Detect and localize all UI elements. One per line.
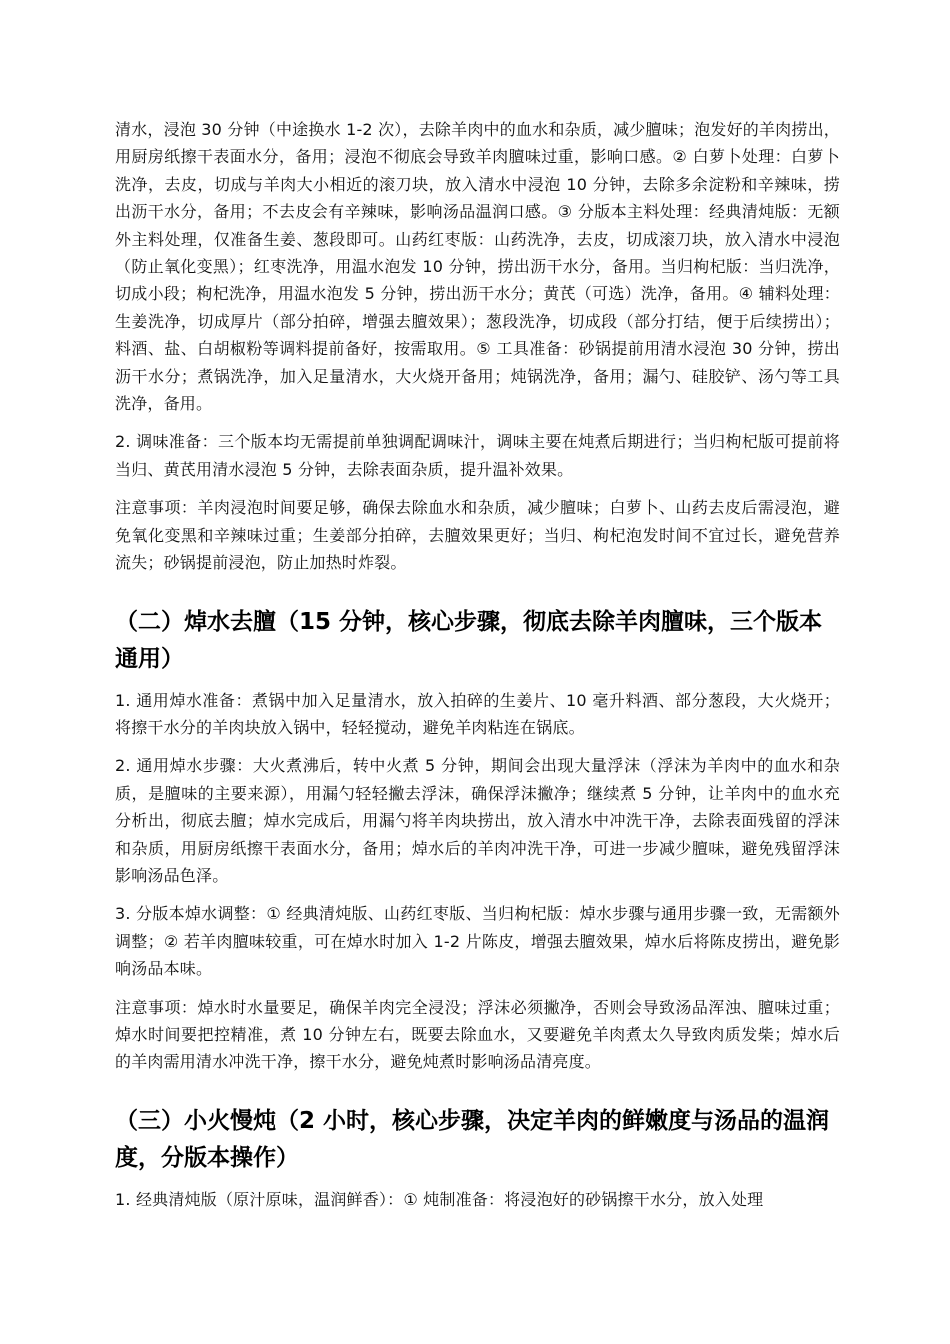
seasoning-paragraph: 2. 调味准备：三个版本均无需提前单独调配调味汁，调味主要在炖煮后期进行；当归枸杞版可提前将当归、黄芪用清水浸泡 5 分钟，去除表面杂质，提升温补效果。	[115, 432, 840, 479]
blanch-notes-paragraph: 注意事项：焯水时水量要足，确保羊肉完全浸没；浮沫必须撇净，否则会导致汤品浑浊、膻味过重；焯水时间要把控精准，煮 10 分钟左右，既要去除血水，又要避免羊肉煮太久导致肉质发柴；焯水后的羊肉需用清水冲洗干净，擦干水分，避免炖煮时影响汤品清亮度。	[115, 997, 840, 1072]
blanch-step-2: 2. 通用焯水步骤：大火煮沸后，转中火煮 5 分钟，期间会出现大量浮沫（浮沫为羊肉中的血水和杂质，是膻味的主要来源），用漏勺轻轻撇去浮沫，确保浮沫撇净；继续煮 5 分钟，让羊肉中的血水充分析出，彻底去膻；焯水完成后，用漏勺将羊肉块捞出，放入清水中冲洗干净，去除表面残留的浮沫和杂质，用厨房纸擦干表面水分，备用；焯水后的羊肉冲洗干净，可进一步减少膻味，避免残留浮沫影响汤品色泽。	[115, 756, 840, 885]
section-heading-blanch: （二）焯水去膻（15 分钟，核心步骤，彻底去除羊肉膻味，三个版本通用）	[115, 608, 823, 672]
section-heading-stew: （三）小火慢炖（2 小时，核心步骤，决定羊肉的鲜嫩度与汤品的温润度，分版本操作）	[115, 1107, 830, 1171]
prep-paragraph: 清水，浸泡 30 分钟（中途换水 1-2 次），去除羊肉中的血水和杂质，减少膻味；泡发好的羊肉捞出，用厨房纸擦干表面水分，备用；浸泡不彻底会导致羊肉膻味过重，影响口感。② 白萝卜处理：白萝卜洗净，去皮，切成与羊肉大小相近的滚刀块，放入清水中浸泡 10 分钟，去除多余淀粉和辛辣味，捞出沥干水分，备用；不去皮会有辛辣味，影响汤品温润口感。③ 分版本主料处理：经典清炖版：无额外主料处理，仅准备生姜、葱段即可。山药红枣版：山药洗净，去皮，切成滚刀块，放入清水中浸泡（防止氧化变黑）；红枣洗净，用温水泡发 10 分钟，捞出沥干水分，备用。当归枸杞版：当归洗净，切成小段；枸杞洗净，用温水泡发 5 分钟，捞出沥干水分；黄芪（可选）洗净，备用。④ 辅料处理：生姜洗净，切成厚片（部分拍碎，增强去膻效果）；葱段洗净，切成段（部分打结，便于后续捞出）；料酒、盐、白胡椒粉等调料提前备好，按需取用。⑤ 工具准备：砂锅提前用清水浸泡 30 分钟，捞出沥干水分；煮锅洗净，加入足量清水，大火烧开备用；炖锅洗净，备用；漏勺、硅胶铲、汤勺等工具洗净，备用。	[115, 120, 840, 414]
blanch-step-1: 1. 通用焯水准备：煮锅中加入足量清水，放入拍碎的生姜片、10 毫升料酒、部分葱段，大火烧开；将擦干水分的羊肉块放入锅中，轻轻搅动，避免羊肉粘连在锅底。	[115, 690, 840, 737]
stew-step-1: 1. 经典清炖版（原汁原味，温润鲜香）：① 炖制准备：将浸泡好的砂锅擦干水分，放入处理	[115, 1189, 764, 1209]
blanch-step-3: 3. 分版本焯水调整：① 经典清炖版、山药红枣版、当归枸杞版：焯水步骤与通用步骤一致，无需额外调整；② 若羊肉膻味较重，可在焯水时加入 1-2 片陈皮，增强去膻效果，焯水后将陈皮捞出，避免影响汤品本味。	[115, 904, 840, 979]
document-body	[115, 116, 840, 1213]
prep-notes-paragraph: 注意事项：羊肉浸泡时间要足够，确保去除血水和杂质，减少膻味；白萝卜、山药去皮后需浸泡，避免氧化变黑和辛辣味过重；生姜部分拍碎，去膻效果更好；当归、枸杞泡发时间不宜过长，避免营养流失；砂锅提前浸泡，防止加热时炸裂。	[115, 498, 840, 573]
